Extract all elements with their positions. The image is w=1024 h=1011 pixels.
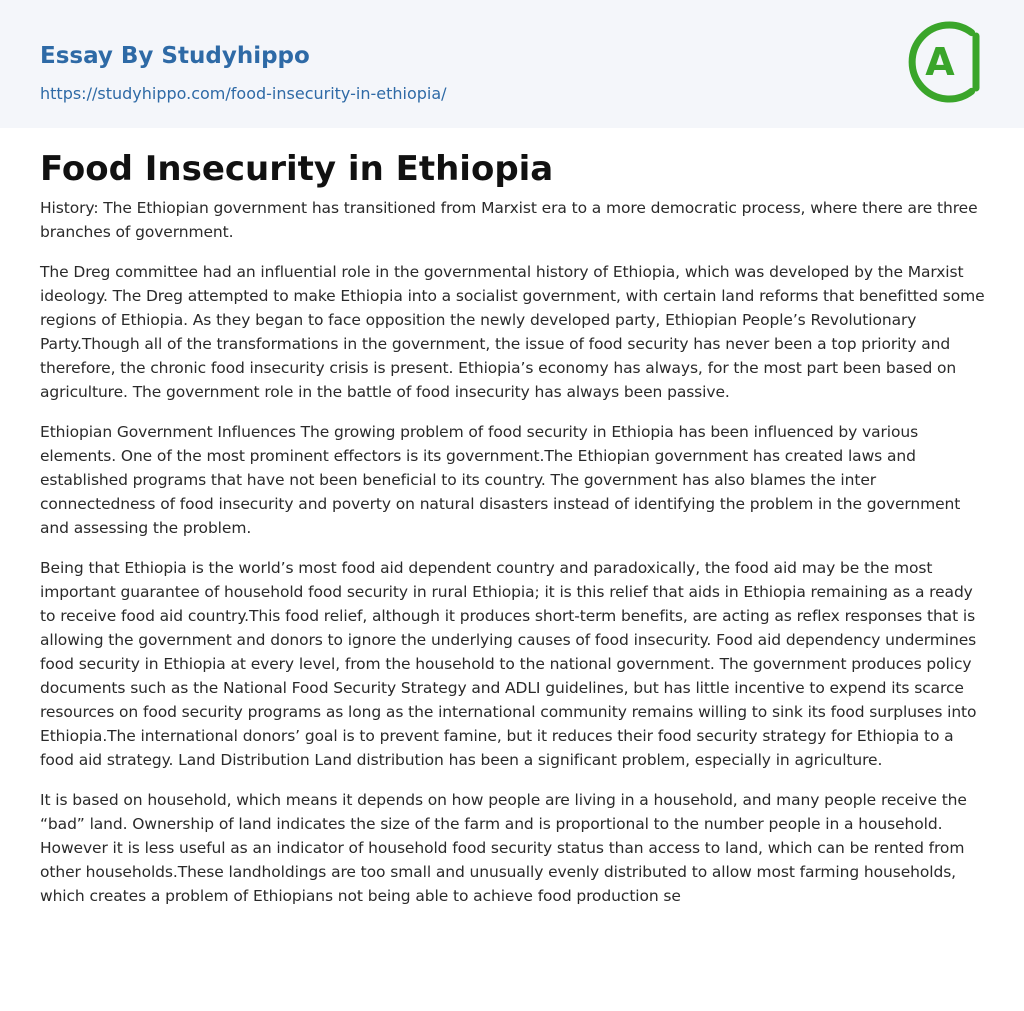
studyhippo-logo-icon[interactable] (902, 18, 990, 106)
article-paragraph: History: The Ethiopian government has transitioned from Marxist era to a more democratic process, where there are three branches of government. (40, 199, 978, 241)
essay-url-link[interactable]: https://studyhippo.com/food-insecurity-in-ethiopia/ (40, 84, 447, 103)
article-paragraph: It is based on household, which means it depends on how people are living in a household, and many people receive the “bad” land. Ownership of land indicates the size of the farm and is proportional to the number people in a household. However it is less useful as an indicator of household food security status than access to land, which can be rented from other households.These landholdings are too small and unusually evenly distributed to allow most farming households, which creates a problem of Ethiopians not being able to achieve food production se (40, 791, 967, 905)
logo-letter: A (925, 40, 955, 84)
article-paragraph: The Dreg committee had an influential role in the governmental history of Ethiopia, which was developed by the Marxist ideology. The Dreg attempted to make Ethiopia into a socialist government, with certain land reforms that benefitted some regions of Ethiopia. As they began to face opposition the newly developed party, Ethiopian People’s Revolutionary Party.Though all of the transformations in the government, the issue of food security has never been a top priority and therefore, the chronic food insecurity crisis is present. Ethiopia’s economy has always, for the most part been based on agriculture. The government role in the battle of food insecurity has always been passive. (40, 263, 985, 401)
article-title: Food Insecurity in Ethiopia (40, 149, 554, 189)
article-paragraph: Being that Ethiopia is the world’s most food aid dependent country and paradoxically, the food aid may be the most important guarantee of household food security in rural Ethiopia; it is this relief that aids in Ethiopia remaining as a ready to receive food aid country.This food relief, although it produces short-term benefits, are acting as reflex responses that is allowing the government and donors to ignore the underlying causes of food insecurity. Food aid dependency undermines food security in Ethiopia at every level, from the household to the national government. The government produces policy documents such as the National Food Security Strategy and ADLI guidelines, but has little incentive to expend its scarce resources on food security programs as long as the international community remains willing to sink its food surpluses into Ethiopia.The international donors’ goal is to prevent famine, but it reduces their food security strategy for Ethiopia to a food aid strategy. Land Distribution Land distribution has been a significant problem, especially in agriculture. (40, 559, 977, 769)
article (40, 146, 988, 924)
site-header (0, 0, 1024, 128)
article-paragraph: Ethiopian Government Influences The growing problem of food security in Ethiopia has been influenced by various elements. One of the most prominent effectors is its government.The Ethiopian government has created laws and established programs that have not been beneficial to its country. The government has also blames the inter connectedness of food insecurity and poverty on natural disasters instead of identifying the problem in the government and assessing the problem. (40, 423, 961, 537)
brand-title[interactable]: Essay By Studyhippo (40, 43, 310, 69)
